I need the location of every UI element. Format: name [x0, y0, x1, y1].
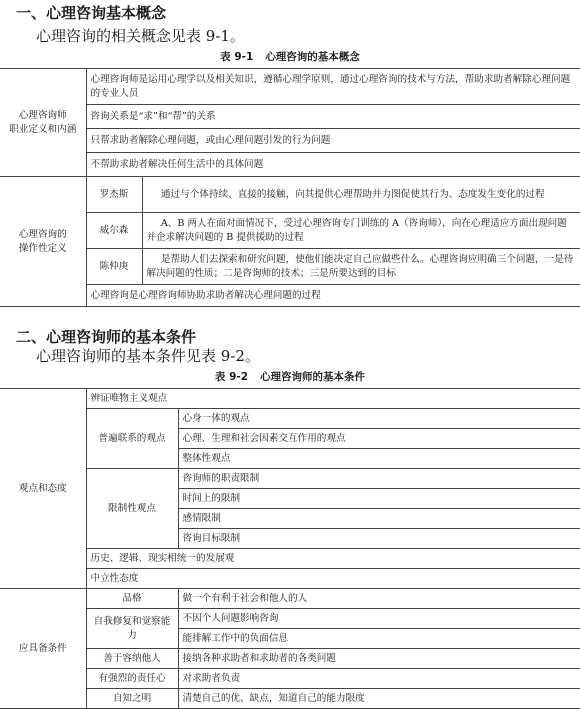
table-row: [0, 177, 580, 213]
self-knowledge-item: 清楚自己的优、缺点，知道自己的能力限度: [178, 689, 580, 709]
development-viewpoint: 历史、逻辑、现实相统一的发展观: [86, 549, 580, 569]
group-label-conditions: 应具备条件: [0, 589, 86, 709]
table-row: [0, 689, 580, 709]
limit-item: 咨询目标限制: [178, 529, 580, 549]
group-label-viewpoints: 观点和态度: [0, 389, 86, 589]
table-9-2-caption: [0, 370, 580, 384]
scholar-definition: 是帮助人们去探索和研究问题，使他们能决定自己应做些什么。心理咨询应明确三个问题，一是待解决问题的性质；二是咨询师的技术；三是所要达到的目标: [142, 249, 580, 285]
section2-heading: 二、心理咨询师的基本条件: [16, 328, 197, 346]
table-row: [0, 669, 580, 689]
scholar-name: 罗杰斯: [86, 177, 142, 213]
table-row: [0, 69, 580, 105]
group-label-operational: 心理咨询的 操作性定义: [0, 177, 86, 307]
table-9-2: [0, 388, 580, 709]
tolerance-item: 接纳各种求助者和求助者的各类问题: [178, 649, 580, 669]
section1-intro: 心理咨询的相关概念见表 9-1。: [36, 27, 245, 45]
definition-text: 心理咨询师是运用心理学以及相关知识，遵循心理学原则，通过心理咨询的技术与方法，帮助求助者解除心理问题的专业人员: [86, 69, 580, 105]
table-row: [0, 213, 580, 249]
table-row: [0, 249, 580, 285]
scholar-name: 威尔森: [86, 213, 142, 249]
table-row: [0, 649, 580, 669]
table-9-1-number: 表 9-1: [220, 51, 254, 63]
tolerance-label: 善于容纳他人: [86, 649, 178, 669]
table-row: [0, 129, 580, 153]
table-row: [0, 609, 580, 629]
table-9-1-caption: [0, 50, 580, 64]
universal-viewpoint-label: 普遍联系的观点: [86, 409, 178, 469]
table-row: [0, 389, 580, 409]
table-9-1-title: 心理咨询的基本概念: [265, 51, 360, 63]
responsibility-item: 对求助者负责: [178, 669, 580, 689]
character-item: 做一个有利于社会和他人的人: [178, 589, 580, 609]
relation-text: 咨询关系是“求”和“帮”的关系: [86, 105, 580, 129]
self-repair-item: 不因个人问题影响咨询: [178, 609, 580, 629]
limit-viewpoint-label: 限制性观点: [86, 469, 178, 549]
limit-item: 时间上的限制: [178, 489, 580, 509]
exclusion-text: 不帮助求助者解决任何生活中的具体问题: [86, 153, 580, 177]
self-knowledge-label: 自知之明: [86, 689, 178, 709]
limit-item: 感情限制: [178, 509, 580, 529]
table-row: [0, 469, 580, 489]
operational-summary: 心理咨询是心理咨询师协助求助者解决心理问题的过程: [86, 285, 580, 307]
table-row: [0, 285, 580, 307]
universal-item: 整体性观点: [178, 449, 580, 469]
dialectical-viewpoint: 辨证唯物主义观点: [86, 389, 580, 409]
scholar-name: 陈仲庚: [86, 249, 142, 285]
responsibility-label: 有强烈的责任心: [86, 669, 178, 689]
table-row: [0, 549, 580, 569]
limit-item: 咨询师的职责限制: [178, 469, 580, 489]
table-row: [0, 153, 580, 177]
self-repair-label: 自我修复和觉察能力: [86, 609, 178, 649]
character-label: 品格: [86, 589, 178, 609]
table-row: [0, 569, 580, 589]
table-row: [0, 589, 580, 609]
universal-item: 心身一体的观点: [178, 409, 580, 429]
self-repair-item: 能排解工作中的负面信息: [178, 629, 580, 649]
section2-intro: 心理咨询师的基本条件见表 9-2。: [36, 347, 260, 365]
table-9-1: [0, 68, 580, 307]
universal-item: 心理、生理和社会因素交互作用的观点: [178, 429, 580, 449]
scholar-definition: A、B 两人在面对面情况下，受过心理咨询专门训练的 A（咨询师），向在心理适应方面出现问题并企求解决问题的 B 提供援助的过程: [142, 213, 580, 249]
neutral-attitude: 中立性态度: [86, 569, 580, 589]
scholar-definition: 通过与个体持续、直接的接触，向其提供心理帮助并力图促使其行为、态度发生变化的过程: [142, 177, 580, 213]
section1-heading: 一、心理咨询基本概念: [16, 4, 167, 22]
scope-text: 只帮求助者解除心理问题，或由心理问题引发的行为问题: [86, 129, 580, 153]
table-9-2-number: 表 9-2: [214, 371, 249, 383]
table-9-2-title: 心理咨询师的基本条件: [260, 371, 366, 383]
table-row: [0, 409, 580, 429]
group-label-definition: 心理咨询师 职业定义和内涵: [0, 69, 86, 177]
table-row: [0, 105, 580, 129]
